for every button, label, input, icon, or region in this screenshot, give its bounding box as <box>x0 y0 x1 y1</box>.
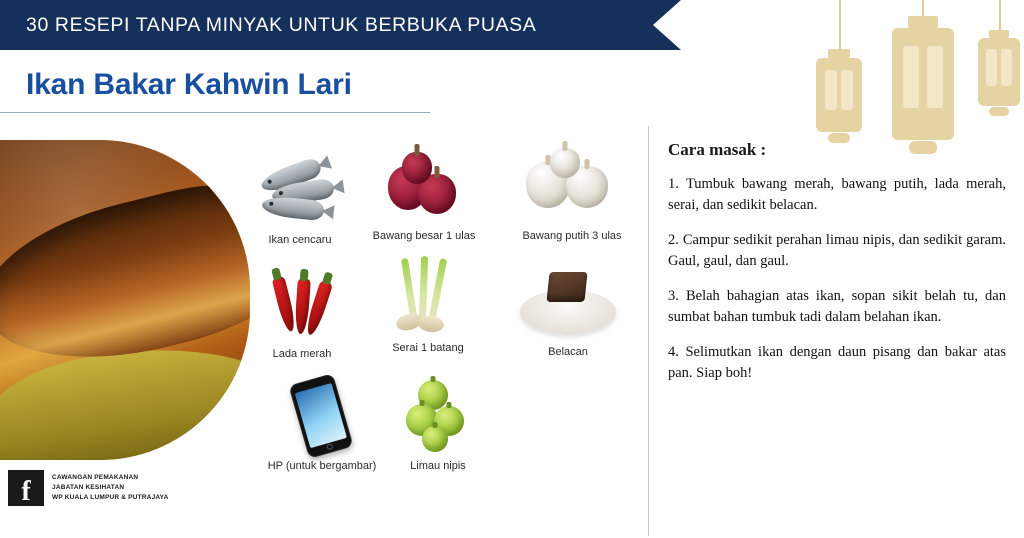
header-banner <box>0 0 680 50</box>
ingredient-caption: HP (untuk bergambar) <box>267 460 377 472</box>
facebook-icon: f <box>8 470 44 506</box>
org-line-2: JABATAN KESIHATAN <box>52 484 125 492</box>
org-line-3: WP KUALA LUMPUR & PUTRAJAYA <box>52 493 169 501</box>
fish-icon <box>232 148 368 230</box>
ingredient-caption: Serai 1 batang <box>392 342 464 354</box>
dish-photo <box>0 140 250 460</box>
ingredient-caption: Bawang putih 3 ulas <box>522 230 622 242</box>
ingredient-limau-nipis <box>370 374 506 472</box>
organisation-name <box>52 473 169 502</box>
ingredient-caption: Bawang besar 1 ulas <box>372 230 476 242</box>
org-line-1: CAWANGAN PEMAKANAN <box>52 474 139 482</box>
ingredient-caption: Lada merah <box>272 348 332 360</box>
garlic-icon <box>504 144 640 226</box>
banner-title: 30 RESEPI TANPA MINYAK UNTUK BERBUKA PUASA <box>26 13 537 36</box>
method-step-4: 4. Selimutkan ikan dengan daun pisang dan bakar atas pan. Siap boh! <box>668 344 1006 382</box>
ingredient-bawang-besar <box>356 144 492 242</box>
method-step-3: 3. Belah bahagian atas ikan, sopan sikit belah tu, dan sumbat bahan tumbuk tadi dalam belahan ikan. <box>668 288 1006 325</box>
facebook-credit <box>8 466 238 510</box>
title-divider <box>0 112 430 113</box>
ingredient-lada-merah <box>234 262 370 360</box>
method-step-1: 1. Tumbuk bawang merah, bawang putih, lada merah, serai, dan sedikit belacan. <box>668 176 1006 213</box>
ingredient-caption: Belacan <box>548 346 588 358</box>
ingredient-caption: Ikan cencaru <box>268 234 332 246</box>
method-section <box>668 140 1006 399</box>
page-title: Ikan Bakar Kahwin Lari <box>26 68 352 101</box>
ingredient-grid <box>232 134 644 494</box>
ingredient-caption: Limau nipis <box>410 460 466 472</box>
lime-icon <box>370 374 506 456</box>
belacan-icon <box>500 260 636 342</box>
method-heading: Cara masak : <box>668 140 767 159</box>
ingredient-bawang-putih <box>504 144 640 242</box>
lemongrass-icon <box>360 256 496 338</box>
ingredient-serai <box>360 256 496 354</box>
main-content <box>0 126 1024 538</box>
method-step-2: 2. Campur sedikit perahan limau nipis, dan sedikit garam. Gaul, gaul, dan gaul. <box>668 232 1006 269</box>
ingredient-ikan-cencaru <box>232 148 368 246</box>
onion-icon <box>356 144 492 226</box>
ingredient-belacan <box>500 260 636 358</box>
chilli-icon <box>234 262 370 344</box>
